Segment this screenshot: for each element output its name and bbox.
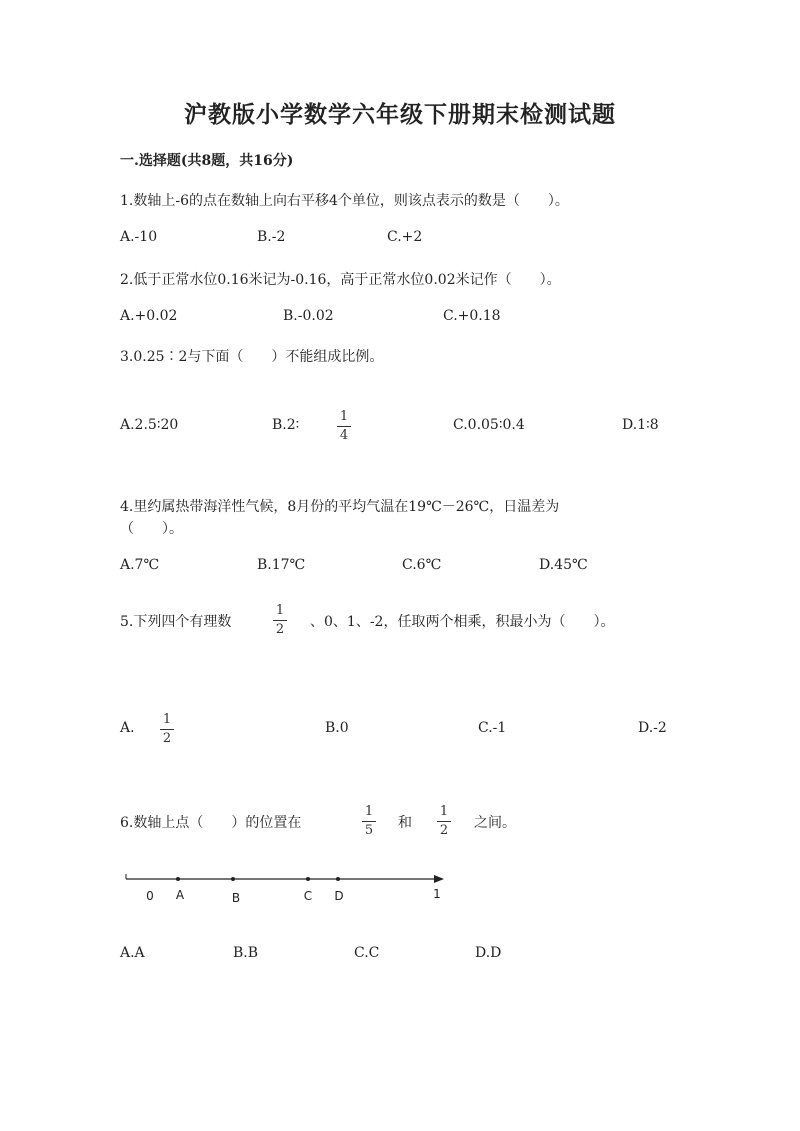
fraction-numerator: 1 bbox=[162, 712, 172, 727]
q4-option-c[interactable]: C.6℃ bbox=[402, 557, 442, 573]
section-heading: 一.选择题(共8题，共16分) bbox=[120, 153, 294, 169]
q5-option-c[interactable]: C.-1 bbox=[478, 720, 507, 736]
point-a-dot bbox=[176, 877, 180, 881]
fraction-denominator: 5 bbox=[364, 823, 374, 838]
number-line bbox=[120, 866, 460, 910]
q2-option-a[interactable]: A.+0.02 bbox=[120, 308, 178, 324]
fraction-denominator: 4 bbox=[339, 428, 349, 443]
q3-option-d[interactable]: D.1∶8 bbox=[622, 417, 659, 433]
q6-option-b[interactable]: B.B bbox=[233, 945, 259, 961]
q5-option-a-fraction bbox=[160, 712, 174, 747]
fraction-bar bbox=[362, 821, 376, 822]
q6-option-d[interactable]: D.D bbox=[475, 945, 502, 961]
question-6-mid: 和 bbox=[398, 815, 412, 831]
fraction-numerator: 1 bbox=[364, 804, 374, 819]
question-3: 3.0.25∶2与下面（ ）不能组成比例。 bbox=[120, 349, 384, 365]
fraction-denominator: 2 bbox=[162, 731, 172, 746]
q6-option-a[interactable]: A.A bbox=[120, 945, 145, 961]
point-d-dot bbox=[336, 877, 340, 881]
q3-option-a[interactable]: A.2.5∶20 bbox=[120, 417, 179, 433]
fraction-bar bbox=[337, 426, 351, 427]
point-c-dot bbox=[306, 877, 310, 881]
fraction-numerator: 1 bbox=[275, 603, 285, 618]
q3-option-b-fraction bbox=[337, 409, 351, 444]
q1-option-b[interactable]: B.-2 bbox=[257, 229, 286, 245]
fraction-denominator: 2 bbox=[439, 823, 449, 838]
fraction-bar bbox=[160, 729, 174, 730]
label-a: A bbox=[175, 888, 185, 902]
q6-fraction-2 bbox=[437, 804, 451, 839]
q2-option-b[interactable]: B.-0.02 bbox=[283, 308, 334, 324]
question-1: 1.数轴上-6的点在数轴上向右平移4个单位，则该点表示的数是（ ）。 bbox=[120, 193, 569, 209]
page-title: 沪教版小学数学六年级下册期末检测试题 bbox=[184, 101, 616, 128]
fraction-bar bbox=[273, 620, 287, 621]
question-6-suffix: 之间。 bbox=[474, 815, 516, 831]
q1-option-c[interactable]: C.+2 bbox=[387, 229, 423, 245]
number-line-arrow bbox=[434, 875, 444, 883]
q2-option-c[interactable]: C.+0.18 bbox=[443, 308, 501, 324]
q5-fraction bbox=[273, 603, 287, 638]
q5-option-b[interactable]: B.0 bbox=[325, 720, 349, 736]
question-6-prefix: 6.数轴上点（ ）的位置在 bbox=[120, 815, 302, 831]
question-4-line-2: （ ）。 bbox=[120, 521, 183, 537]
fraction-denominator: 2 bbox=[275, 622, 285, 637]
fraction-bar bbox=[437, 821, 451, 822]
question-5-prefix: 5.下列四个有理数 bbox=[120, 614, 232, 630]
q4-option-a[interactable]: A.7℃ bbox=[120, 557, 160, 573]
point-b-dot bbox=[231, 877, 235, 881]
label-zero: 0 bbox=[146, 889, 154, 903]
label-d: D bbox=[334, 889, 344, 903]
q4-option-b[interactable]: B.17℃ bbox=[257, 557, 306, 573]
question-2: 2.低于正常水位0.16米记为-0.16，高于正常水位0.02米记作（ ）。 bbox=[120, 272, 561, 288]
label-c: C bbox=[303, 889, 313, 903]
q6-option-c[interactable]: C.C bbox=[354, 945, 380, 961]
q1-option-a[interactable]: A.-10 bbox=[120, 229, 158, 245]
fraction-numerator: 1 bbox=[439, 804, 449, 819]
label-b: B bbox=[231, 891, 241, 905]
question-5-suffix: 、0、1、-2，任取两个相乘，积最小为（ ）。 bbox=[310, 614, 615, 630]
fraction-numerator: 1 bbox=[339, 409, 349, 424]
q3-option-b[interactable]: B.2∶ bbox=[272, 417, 300, 433]
question-4-line-1: 4.里约属热带海洋性气候，8月份的平均气温在19℃－26℃，日温差为 bbox=[120, 499, 560, 515]
label-one: 1 bbox=[433, 887, 441, 901]
q3-option-c[interactable]: C.0.05∶0.4 bbox=[453, 417, 525, 433]
q6-fraction-1 bbox=[362, 804, 376, 839]
q4-option-d[interactable]: D.45℃ bbox=[539, 557, 588, 573]
q5-option-d[interactable]: D.-2 bbox=[638, 720, 667, 736]
q5-option-a[interactable]: A. bbox=[120, 720, 135, 736]
